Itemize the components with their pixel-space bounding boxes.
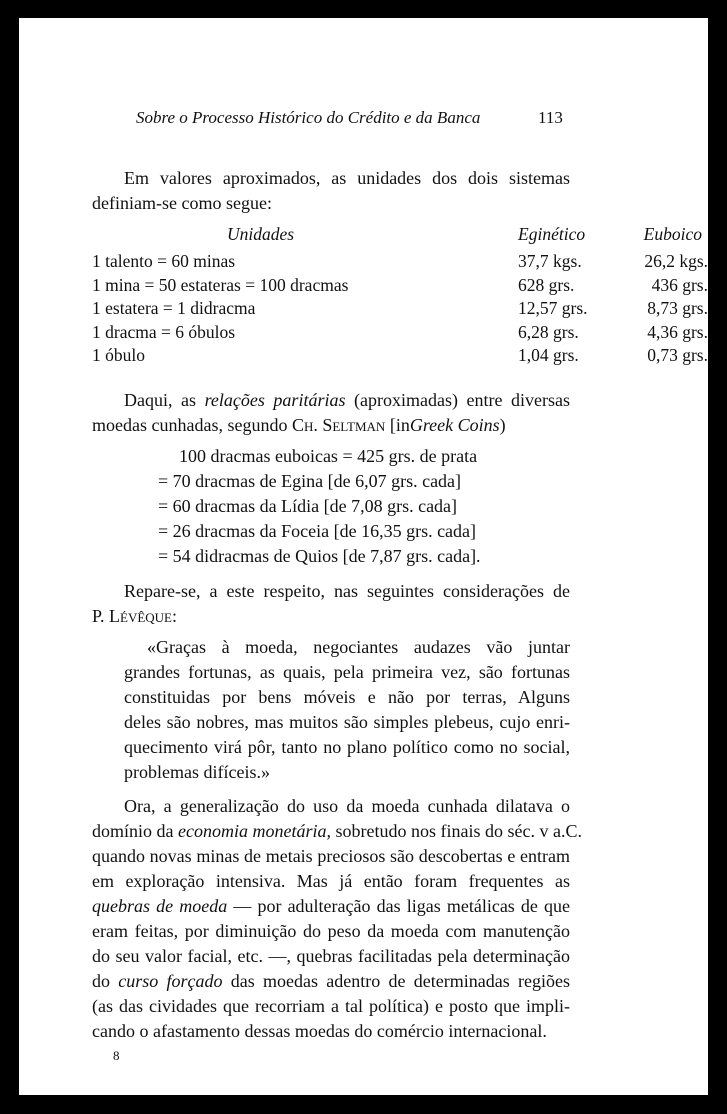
para3-line-2 (92, 604, 177, 630)
intro-line-1: Em valores aproximados, as unidades dos dois sistemas (124, 168, 570, 188)
table-cell: 4,36 grs. (647, 321, 708, 342)
text-run: Daqui, as (124, 390, 197, 410)
table-cell: 26,2 kgs. (644, 251, 708, 271)
table-row (92, 298, 708, 322)
table-cell: 1,04 grs. (518, 345, 579, 365)
equivalence-line: = 60 dracmas da Lídia [de 7,08 grs. cada] (158, 496, 458, 516)
text-run: : (172, 606, 178, 626)
para4-line (92, 894, 570, 919)
para4-line: (as das cividades que recorriam a tal política) e posto que impli- (92, 996, 570, 1016)
column-header: Unidades (227, 224, 295, 244)
equivalence-line: 100 dracmas euboicas = 425 grs. de prata (179, 446, 478, 466)
table-cell: 1 mina = 50 estateras = 100 dracmas (92, 274, 349, 295)
table-cell: 1 dracma = 6 óbulos (92, 321, 236, 342)
para2-line-1 (124, 388, 570, 413)
italic-term: quebras de moeda (92, 896, 228, 916)
text-run: (aproximadas) entre diversas (354, 390, 571, 410)
para4-line (92, 969, 570, 994)
para4-line (92, 819, 582, 844)
text-run: das moedas adentro de determinadas regiões (230, 971, 570, 991)
units-table (92, 224, 708, 369)
book-title: Greek Coins (409, 415, 500, 435)
table-cell: 6,28 grs. (518, 321, 579, 342)
table-header-row (92, 224, 708, 251)
equivalence-line: = 70 dracmas de Egina [de 6,07 grs. cada] (158, 471, 462, 491)
text-run: moedas cunhadas, segundo (92, 415, 288, 435)
text-run: sobretudo nos finais do séc. v a.C. (335, 821, 582, 841)
table-cell: 8,73 grs. (647, 298, 708, 318)
author-name: Ch. Seltman (291, 415, 386, 435)
signature-mark: 8 (113, 1048, 120, 1063)
column-header: Eginético (518, 224, 586, 244)
table-cell: 1 talento = 60 minas (92, 251, 236, 271)
table-cell: 1 óbulo (92, 345, 145, 365)
text-run: ) (499, 415, 506, 435)
column-header: Euboico (643, 224, 702, 244)
table-cell: 628 grs. (518, 274, 575, 295)
table-cell: 0,73 grs. (647, 345, 708, 365)
equivalence-line: = 54 didracmas de Quios [de 7,87 grs. cada]. (158, 546, 481, 566)
running-header-title: Sobre o Processo Histórico do Crédito e da Banca (136, 108, 481, 127)
equivalence-line: = 26 dracmas da Foceia [de 16,35 grs. cada] (158, 521, 477, 541)
table-row (92, 275, 708, 299)
para4-line: do seu valor facial, etc. —, quebras facilitadas pela determinação (92, 946, 570, 966)
para4-line: em exploração intensiva. Mas já então foram frequentes as (92, 871, 570, 891)
author-name: P. Lévêque (92, 606, 172, 626)
quote-line: deles são nobres, mas muitos são simples plebeus, cujo enri- (124, 712, 570, 732)
text-run: [in (389, 415, 410, 435)
italic-term: economia monetária, (178, 821, 331, 841)
quote-line: problemas difíceis.» (124, 762, 270, 782)
page (19, 18, 708, 1095)
quote-line: quecimento virá pôr, tanto no plano político como no social, (124, 737, 570, 757)
text-run: — por adulteração das ligas metálicas de que (233, 896, 571, 916)
para2-line-2 (92, 413, 506, 439)
table-cell: 1 estatera = 1 didracma (92, 298, 256, 318)
para4-line: Ora, a generalização do uso da moeda cunhada dilatava o (124, 796, 570, 816)
page-number: 113 (538, 108, 563, 127)
quote-line: «Graças à moeda, negociantes audazes vão juntar (147, 637, 570, 657)
quote-line: constituidas por bens móveis e não por terras, Alguns (124, 687, 570, 707)
intro-line-2: definiam-se como segue: (92, 193, 272, 213)
para4-line: cando o afastamento dessas moedas do comércio internacional. (92, 1021, 547, 1041)
para4-line: eram feitas, por diminuição do peso da moeda com manutenção (92, 921, 570, 941)
italic-term: curso forçado (118, 971, 223, 991)
italic-term: relações paritárias (204, 390, 346, 410)
text-run: domínio da (92, 821, 174, 841)
table-cell: 12,57 grs. (518, 298, 588, 318)
table-row (92, 322, 708, 346)
para3-line-1: Repare-se, a este respeito, nas seguintes considerações de (124, 581, 570, 601)
table-cell: 37,7 kgs. (518, 251, 582, 271)
text-run: do (92, 971, 110, 991)
table-cell: 436 grs. (651, 274, 708, 295)
table-row (92, 345, 708, 369)
para4-line: quando novas minas de metais preciosos são descobertas e entram (92, 846, 570, 866)
quote-line: grandes fortunas, as quais, pela primeira vez, são fortunas (124, 662, 570, 682)
table-row (92, 251, 708, 275)
